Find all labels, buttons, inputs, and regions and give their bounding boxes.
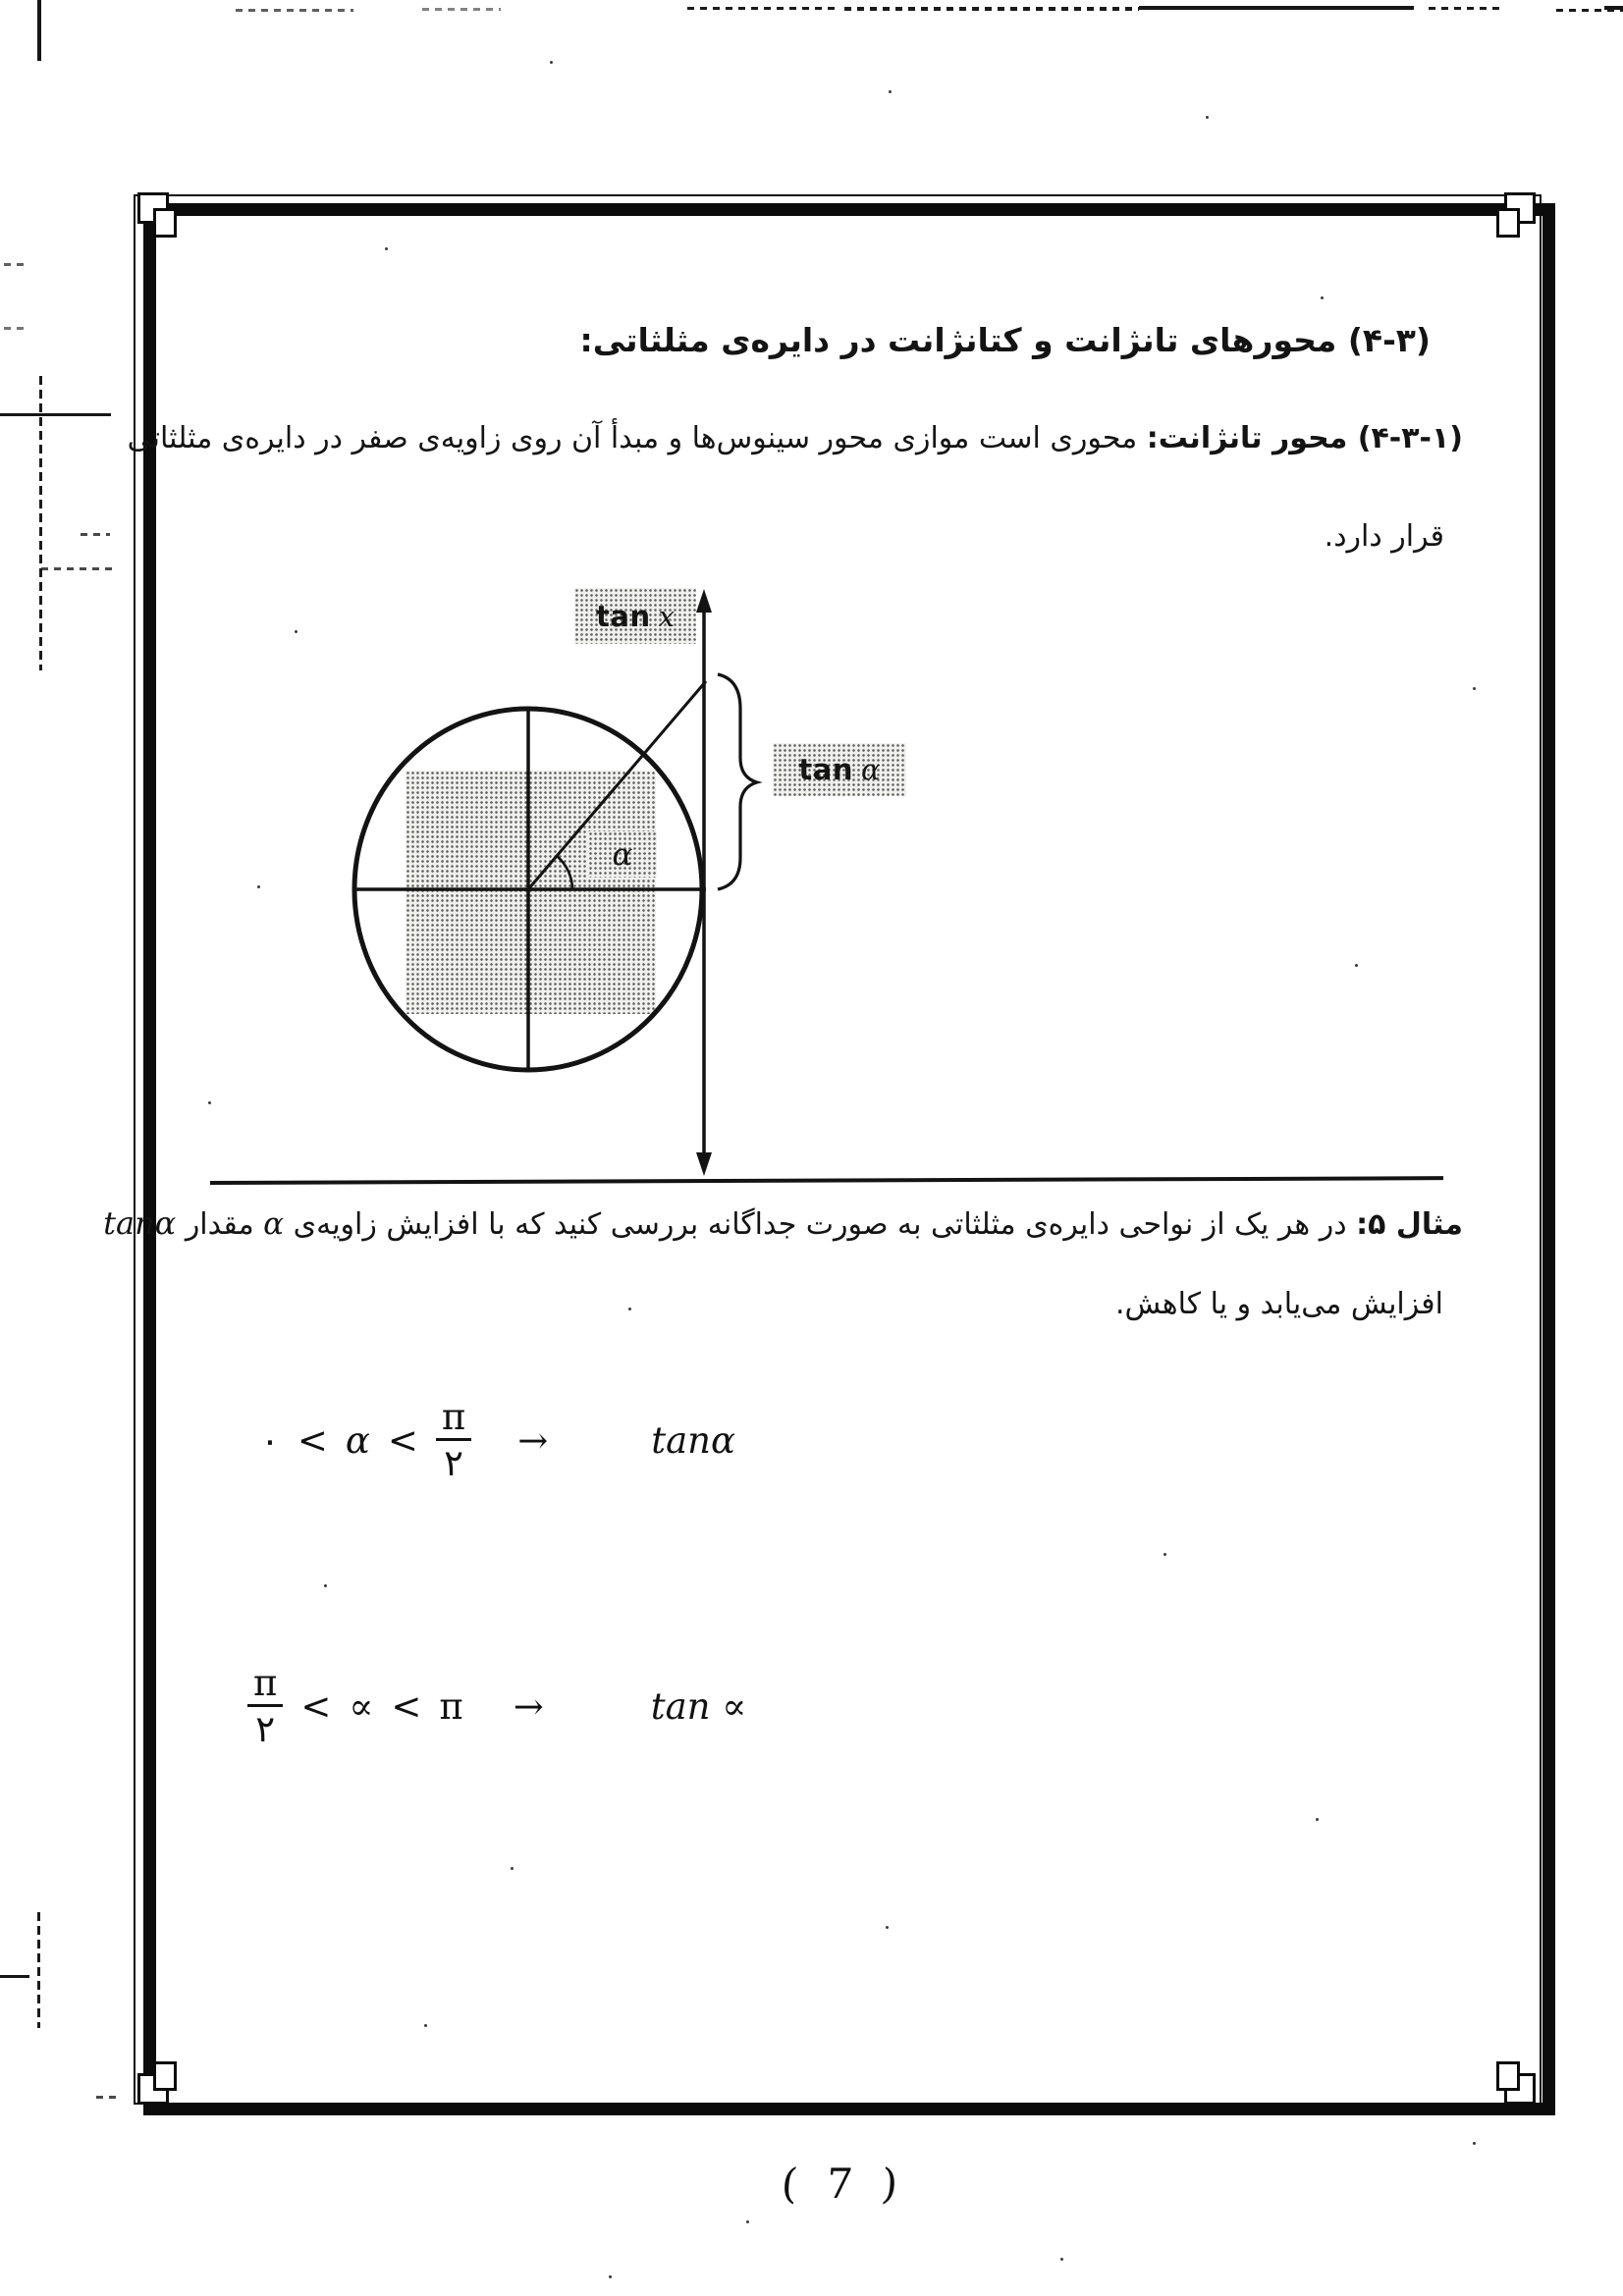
example-bold-label: مثال ۵: xyxy=(1356,1207,1463,1242)
frame-corner-ornament xyxy=(1496,2061,1520,2091)
scan-noise-left-dots-2 xyxy=(41,567,112,570)
formula-interval-1 xyxy=(251,1386,744,1494)
example-line-1 xyxy=(103,1203,1463,1244)
paper-speck xyxy=(1473,2142,1476,2145)
section-heading: (۴-۳) محورهای تانژانت و کتانژانت در دایره‌ی مثلثاتی: xyxy=(579,321,1431,359)
tan-alpha-brace xyxy=(718,674,757,889)
proportional-alpha-symbol: ∝ xyxy=(349,1684,374,1728)
scan-noise-left-line xyxy=(39,376,42,670)
tangent-axis-arrow-up xyxy=(696,589,712,613)
fraction-numerator: π xyxy=(436,1399,471,1441)
paper-speck xyxy=(550,61,553,64)
angle-arc xyxy=(557,856,572,889)
paper-speck xyxy=(1060,2258,1063,2261)
tan-x-variable: x xyxy=(658,599,675,633)
alpha-symbol: α xyxy=(612,836,633,873)
tan-x-word: tan xyxy=(596,599,651,633)
tan-alpha-variable: α xyxy=(860,753,881,786)
tangent-axis-arrow-down xyxy=(696,1152,712,1176)
example-text: در هر یک از نواحی دایره‌ی مثلثاتی به صورت جداگانه بررسی کنید که با افزایش زاویه‌ی xyxy=(284,1207,1357,1242)
scan-noise-left-dots-4 xyxy=(4,327,26,330)
example-line-2: افزایش می‌یابد و یا کاهش. xyxy=(1115,1287,1443,1321)
less-than: < xyxy=(297,1418,328,1462)
alpha-angle-label xyxy=(588,831,657,878)
paper-speck xyxy=(1206,116,1209,119)
pi-over-two-fraction xyxy=(247,1662,283,1750)
formula-interval-2 xyxy=(247,1647,755,1765)
zero-symbol: ٠ xyxy=(260,1418,280,1462)
tan-alpha-result: tanα xyxy=(651,1418,735,1462)
tan-alpha-result: tan ∝ xyxy=(650,1684,747,1728)
less-than: < xyxy=(391,1684,422,1728)
paragraph-line-1 xyxy=(128,420,1463,457)
scan-noise-left-dots-1 xyxy=(81,533,110,536)
scan-noise-top-6 xyxy=(1429,7,1502,10)
paper-speck xyxy=(889,90,892,93)
scan-noise-right-tick xyxy=(1604,6,1623,10)
tan-x-axis-label xyxy=(574,588,696,644)
scan-noise-left-rule-2 xyxy=(0,1975,29,1978)
paragraph-bold-label: (۴-۳-۱) محور تانژانت: xyxy=(1146,421,1463,455)
scan-noise-top-5 xyxy=(1139,6,1414,10)
fraction-numerator: π xyxy=(247,1665,283,1707)
frame-corner-ornament xyxy=(153,2061,177,2091)
tan-alpha-label xyxy=(773,743,906,796)
fraction-denominator: ۲ xyxy=(255,1708,276,1750)
scan-noise-left-dots-3 xyxy=(4,263,29,266)
frame-corner-ornament xyxy=(153,208,177,238)
paper-speck xyxy=(609,2275,612,2278)
example-text-2: مقدار xyxy=(176,1207,264,1242)
implies-arrow: → xyxy=(513,1684,544,1728)
scan-noise-left-tick xyxy=(37,0,41,61)
paragraph-text: محوری است موازی محور سینوس‌ها و مبدأ آن روی زاویه‌ی صفر در دایره‌ی مثلثاتی xyxy=(127,421,1147,455)
pi-symbol: π xyxy=(439,1684,463,1728)
scan-noise-top-1 xyxy=(236,9,353,12)
alpha-symbol: α xyxy=(345,1418,370,1462)
example-alpha: α xyxy=(263,1206,285,1242)
scan-noise-top-2 xyxy=(422,8,501,11)
scan-noise-bottomleft-dots xyxy=(96,2096,116,2099)
less-than: < xyxy=(387,1418,418,1462)
less-than: < xyxy=(300,1684,332,1728)
paragraph-line-2: قرار دارد. xyxy=(1324,519,1444,554)
scan-noise-top-3 xyxy=(687,7,835,10)
implies-arrow: → xyxy=(517,1418,549,1462)
page-number: ( 7 ) xyxy=(780,2160,907,2208)
scan-noise-left-rule xyxy=(0,413,111,416)
example-tan-alpha: tanα xyxy=(103,1204,177,1242)
tan-alpha-word: tan xyxy=(798,753,853,786)
paper-speck xyxy=(746,2220,749,2223)
frame-corner-ornament xyxy=(1496,208,1520,238)
fraction-denominator: ۲ xyxy=(444,1442,463,1484)
pi-over-two-fraction xyxy=(436,1396,471,1484)
scan-noise-left-line-2 xyxy=(37,1912,40,2028)
scan-noise-top-4 xyxy=(844,7,1139,11)
